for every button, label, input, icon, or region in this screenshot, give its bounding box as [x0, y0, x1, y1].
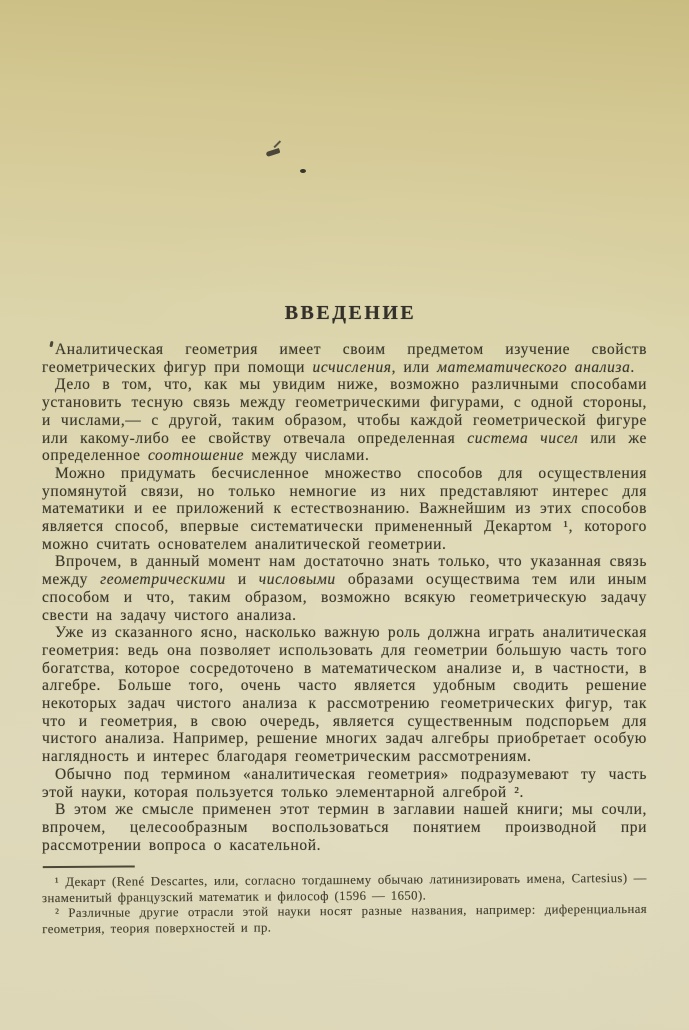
- footnote: ² Различные другие отрасли этой науки носят разные названия, например: диференциальная геометрия, теория поверхностей и пр.: [42, 902, 648, 937]
- page-title: ВВЕДЕНИЕ: [284, 302, 417, 324]
- footnote: ¹ Декарт (René Descartes, или, согласно тогдашнему обычаю латинизировать имена, Cartesius) — знаменитый французский математик и философ (1596 — 1650).: [41, 871, 647, 906]
- text-column: [42, 0, 647, 936]
- paragraph: Можно придумать бесчисленное множество способов для осуществления упомянутой связи, но только немногие из них представляют интерес для математики и ее приложений к естествознанию. Важнейшим из этих способов является способ, впервые систематически примененный Декартом ¹, которого можно считать основателем аналитической геометрии.: [42, 464, 647, 553]
- paragraph: Уже из сказанного ясно, насколько важную роль должна играть аналитическая геометрия: ведь она позволяет использовать для геометрии бо́льшую часть того богатства, которое сосредоточено в математическом анализе и, в частности, в алгебре. Больше того, очень часто является удобным сводить решение некоторых задач чистого анализа к рассмотрению геометрических фигур, так что и геометрия, в свою очередь, является существенным подспорьем для чистого анализа. Например, решение многих задач алгебры приобретает особую наглядность и интерес благодаря геометрическим рассмотрениям.: [42, 624, 647, 766]
- paragraph: В этом же смысле применен этот термин в заглавии нашей книги; мы сочли, впрочем, целесообразным воспользоваться понятием производной при рассмотрении вопроса о касательной.: [42, 801, 647, 854]
- paragraph: Впрочем, в данный момент нам достаточно знать только, что указанная связь между геометрическими и числовыми образами осуществима тем или иным способом и что, таким образом, возможно всякую геометрическую задачу свести на задачу чистого анализа.: [42, 553, 647, 624]
- paragraph: Аналитическая геометрия имеет своим предметом изучение свойств геометрических фигур при помощи исчисления, или математического анализа.: [42, 341, 647, 376]
- footnote-block: [42, 862, 647, 938]
- paragraph: Дело в том, что, как мы увидим ниже, возможно различными способами установить тесную связь между геометрическими фигурами, с одной стороны, и числами,— с другой, таким образом, чтобы каждой геометрической фигуре или какому-либо ее свойству отвечала определенная система чисел или же определенное соотношение между числами.: [42, 376, 647, 465]
- footnote-rule: [43, 866, 135, 869]
- body-paragraphs: [42, 341, 647, 854]
- footnotes: [42, 871, 647, 938]
- paragraph: Обычно под термином «аналитическая геометрия» подразумевают ту часть этой науки, которая пользуется только элементарной алгеброй ².: [42, 765, 647, 801]
